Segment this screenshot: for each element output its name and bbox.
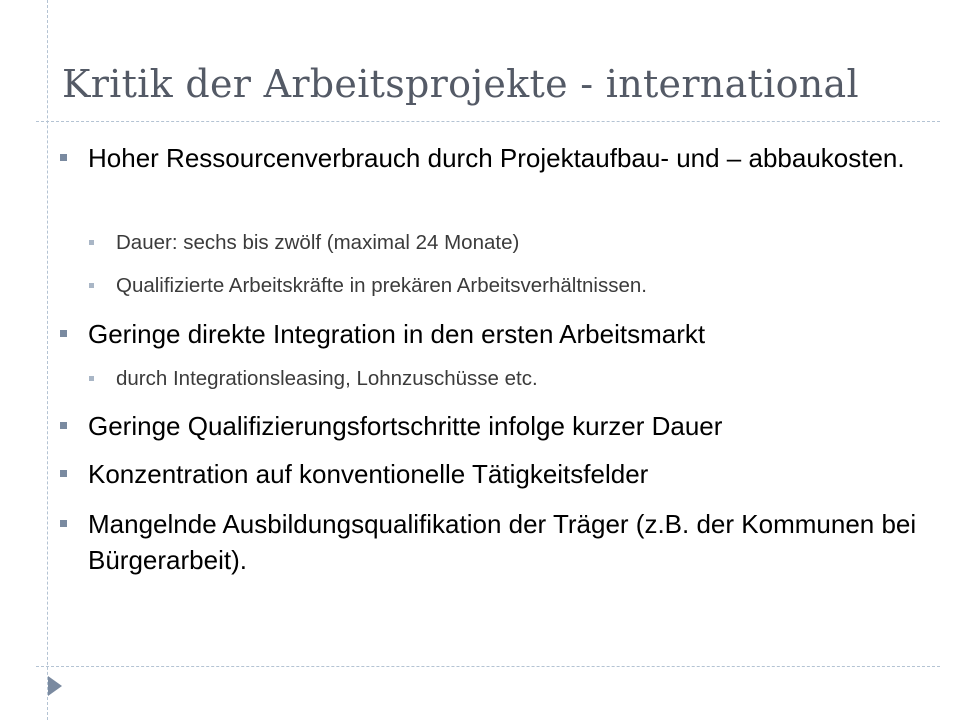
bullet-text: Konzentration auf konventionelle Tätigkeitsfelder <box>88 459 649 489</box>
square-bullet-icon <box>60 330 67 337</box>
bullet-text: Geringe Qualifizierungsfortschritte infolge kurzer Dauer <box>88 411 723 441</box>
sub-bullet-text: durch Integrationsleasing, Lohnzuschüsse etc. <box>116 367 538 390</box>
square-bullet-icon <box>89 376 94 381</box>
sub-bullet-item <box>116 272 916 300</box>
bullet-item <box>88 316 918 352</box>
square-bullet-icon <box>89 240 94 245</box>
bullet-text: Mangelnde Ausbildungsqualifikation der Träger (z.B. der Kommunen bei Bürgerarbeit). <box>88 509 917 575</box>
sub-bullet-text: Dauer: sechs bis zwölf (maximal 24 Monate) <box>116 231 520 254</box>
bullet-item <box>88 408 918 444</box>
square-bullet-icon <box>60 520 67 527</box>
bullet-text: Geringe direkte Integration in den ersten Arbeitsmarkt <box>88 319 706 349</box>
sub-bullet-text: Qualifizierte Arbeitskräfte in prekären Arbeitsverhältnissen. <box>116 274 647 297</box>
square-bullet-icon <box>60 470 67 477</box>
bullet-text: Hoher Ressourcenverbrauch durch Projektaufbau- und – abbaukosten. <box>88 143 905 173</box>
sub-bullet-item <box>116 365 916 393</box>
sub-bullet-item <box>116 229 916 257</box>
square-bullet-icon <box>60 422 67 429</box>
square-bullet-icon <box>60 154 67 161</box>
bullet-item <box>88 506 918 578</box>
next-slide-arrow-icon[interactable] <box>48 676 62 696</box>
bullet-item <box>88 456 918 492</box>
bullet-item <box>88 140 918 176</box>
square-bullet-icon <box>89 283 94 288</box>
slide-title: Kritik der Arbeitsprojekte - international <box>62 62 859 106</box>
